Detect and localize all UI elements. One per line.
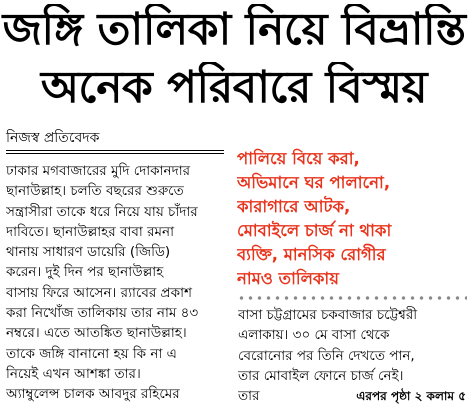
body-line: বেরোনোর পর তিনি দেখতে পান, (238, 347, 415, 364)
body-line: করেন। দুই দিন পর ছানাউল্লাহ (6, 264, 164, 281)
pull-quote-line: ব্যক্তি, মানসিক রোগীর (237, 245, 386, 264)
article-body-right-column (238, 305, 466, 408)
body-line: তার মোবাইল ফোনে চার্জ নেই। (238, 367, 404, 384)
headline-line-2: অনেক পরিবারে বিস্ময় (40, 62, 428, 113)
body-line: বাসা চট্টগ্রামের চকবাজার চট্টেশ্বরী (238, 307, 418, 323)
continuation-note: এরপর পৃষ্ঠা ২ কলাম ৫ (356, 389, 466, 404)
body-line: ছানাউল্লাহ। চলতি বছরের শুরুতে (6, 183, 184, 200)
body-line-end: তার (238, 388, 260, 405)
pull-quote-line: কারাগারে আটক, (237, 197, 351, 216)
body-line: বাসায় ফিরে আসেন। র‍্যাবের প্রকাশ (6, 284, 192, 301)
pull-quote-line: মোবাইলে চার্জ না থাকা (237, 221, 392, 240)
byline-rule-lower (6, 153, 224, 154)
body-line: এলাকায়। ৩০ মে বাসা থেকে (238, 327, 390, 344)
body-line: নিয়েই এখন আশঙ্কা তার। (6, 365, 141, 382)
body-line: ঢাকার মগবাজারের মুদি দোকানদার (6, 163, 191, 179)
body-line: অ্যাম্বুলেন্স চালক আবদুর রহিমের (6, 386, 180, 403)
body-line: দাবিতে। ছানাউল্লাহর বাবা রমনা (6, 223, 175, 240)
pull-quote-line: নামও তালিকায় (237, 269, 339, 288)
body-line: তাকে জঙ্গি বানানো হয় কি না এ (6, 345, 177, 362)
body-last-line (238, 386, 466, 406)
article-body-left-column (6, 161, 226, 408)
pull-quote (237, 147, 467, 291)
pull-quote-line: পালিয়ে বিয়ে করা, (237, 149, 360, 168)
body-line: সন্ত্রাসীরা তাকে ধরে নিয়ে যায় চাঁদার (6, 203, 198, 220)
dotted-divider (237, 296, 467, 300)
body-line: নম্বরে। এতে আতঙ্কিত ছানাউল্লাহ। (6, 325, 187, 342)
headline-line-1: জঙ্গি তালিকা নিয়ে বিভ্রান্তি (2, 4, 466, 55)
body-line: থানায় সাধারণ ডায়েরি (জিডি) (6, 244, 171, 261)
pull-quote-line: অভিমানে ঘর পালানো, (237, 173, 391, 192)
byline: নিজস্ব প্রতিবেদক (6, 130, 100, 146)
body-line: করা নিখোঁজ তালিকায় তার নাম ৪৩ (6, 305, 199, 322)
byline-rule (6, 150, 224, 151)
